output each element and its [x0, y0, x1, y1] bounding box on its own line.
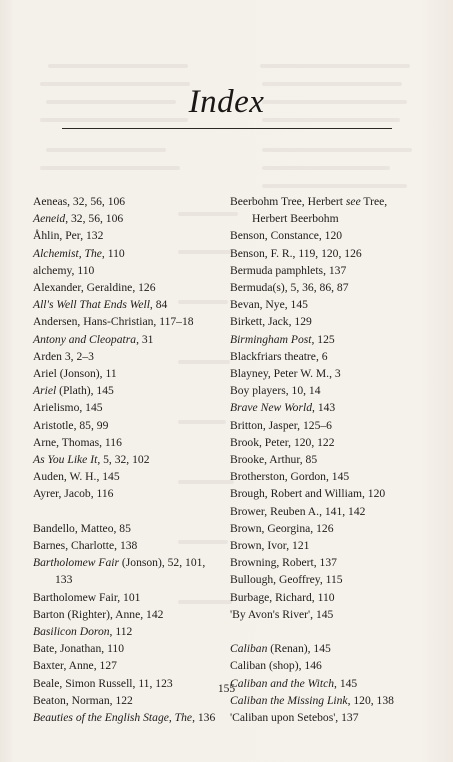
index-entry-text: Barton (Righter), Anne [33, 607, 141, 621]
index-entry [33, 296, 208, 313]
index-entry-text: , 142 [140, 607, 164, 621]
heading-rule [62, 128, 392, 129]
index-entry-text: Beauties of the English Stage, The [33, 711, 193, 725]
index-entry-text: Brower, Reuben A. [230, 504, 320, 518]
index-entry [33, 520, 208, 537]
index-entry-continuation [33, 571, 208, 588]
index-entry [230, 262, 405, 279]
index-entry-text: , 112 [109, 625, 133, 639]
index-column-left [33, 193, 216, 726]
index-entry [33, 417, 208, 434]
index-entry [33, 279, 208, 296]
index-entry-text: , 120 [318, 229, 343, 243]
index-entry-text: Blayney, Peter W. M. [230, 367, 330, 381]
index-entry [230, 434, 405, 451]
index-entry-text: , 101 [117, 590, 141, 604]
index-entry-text: Bartholomew Fair [33, 590, 118, 604]
index-entry-text: Caliban (shop) [230, 659, 299, 673]
index-entry-text: (Plath), 145 [56, 384, 114, 398]
index-entry [230, 331, 405, 348]
index-entry-text: , 11, 123 [132, 676, 173, 690]
index-entry-text: , 145 [310, 607, 334, 621]
index-entry [33, 382, 208, 399]
index-entry-text: Basilicon Doron [33, 625, 110, 639]
index-entry [230, 193, 405, 210]
index-entry-text: , 85 [113, 521, 131, 535]
letter-group-gap [230, 623, 405, 640]
index-entry-text: Ariel (Jonson) [33, 367, 100, 381]
index-entry-text: Boy players [230, 384, 286, 398]
index-entry-text: Aeneid [33, 212, 66, 226]
index-entry-text: , 145 [96, 470, 120, 484]
index-entry-text: Bullough, Geoffrey [230, 573, 320, 587]
index-entry [230, 296, 405, 313]
index-entry-text: Ariel [33, 384, 57, 398]
index-entry-text: , 31 [136, 332, 154, 346]
index-entry-text: Bermuda(s) [230, 281, 285, 295]
index-entry-text: Bevan, Nye [230, 298, 285, 312]
index-entry-text: Arden [33, 349, 62, 363]
index-entry-text: , 132 [80, 229, 104, 243]
index-entry-text: , 5, 36, 86, 87 [284, 281, 349, 295]
index-entry [33, 468, 208, 485]
index-entry-text: Aeneas [33, 195, 68, 208]
index-entry-text: , 145 [334, 676, 358, 690]
index-entry-text: (Renan), 145 [267, 642, 331, 656]
index-entry-text: Birkett, Jack [230, 315, 289, 329]
index-entry [33, 451, 208, 468]
index-entry-text: , 6 [315, 349, 328, 363]
index-entry-text: Auden, W. H. [33, 470, 97, 484]
index-entry-continuation [230, 210, 405, 227]
index-entry [33, 485, 208, 502]
index-entry-text: Åhlin, Per [33, 229, 81, 243]
index-entry-text: Browning, Robert [230, 556, 314, 570]
index-entry-text: , 141, 142 [319, 504, 366, 518]
index-entry [33, 434, 208, 451]
index-entry [230, 348, 405, 365]
index-entry-text: Barnes, Charlotte [33, 539, 115, 553]
index-entry-text: , 146 [298, 659, 322, 673]
index-entry [230, 451, 405, 468]
letter-group-gap [33, 503, 208, 520]
index-entry-text: 'Caliban upon Setebos' [230, 711, 336, 725]
index-heading: Index [188, 84, 265, 120]
index-entry-text: , 136 [192, 711, 216, 725]
index-entry [33, 331, 208, 348]
index-entry-text: , 3 [329, 367, 341, 381]
index-entry-text: , 117–18 [153, 315, 194, 329]
index-entry-text: , 143 [312, 401, 336, 415]
index-entry-text: alchemy [33, 263, 72, 277]
index-entry [230, 279, 405, 296]
index-entry [33, 657, 208, 674]
index-entry-text: 3, 2–3 [61, 349, 94, 363]
index-entry-text: , 120, 122 [288, 435, 335, 449]
index-entry-text: , 110 [71, 263, 95, 277]
index-entry-text: Bandello, Matteo [33, 521, 114, 535]
index-entry [230, 468, 405, 485]
index-entry-text: , 120 [362, 487, 386, 501]
index-entry [33, 245, 208, 262]
index-entry [33, 313, 208, 330]
index-entry [230, 313, 405, 330]
index-entry-text: All's Well That Ends Well [33, 298, 150, 312]
index-entry-text: , 145 [79, 401, 103, 415]
index-entry-text: Alexander, Geraldine [33, 281, 133, 295]
index-entry-text: , 122 [109, 693, 133, 707]
index-entry-text: , 126 [132, 281, 156, 295]
index-entry-text: Brook, Peter [230, 435, 289, 449]
index-entry-text: , 137 [313, 556, 337, 570]
index-entry [230, 485, 405, 502]
index-entry-text: Beale, Simon Russell [33, 676, 133, 690]
index-entry-text: , 32, 56, 106 [65, 212, 124, 226]
index-entry-text: , 125–6 [297, 418, 332, 432]
index-entry-text: , 116 [99, 435, 122, 449]
index-entry [33, 589, 208, 606]
index-entry-text: Aristotle [33, 418, 74, 432]
index-entry-text: , 138 [114, 539, 138, 553]
index-entry-text: Brough, Robert and William [230, 487, 362, 501]
index-entry-text: Beaton, Norman [33, 693, 110, 707]
index-entry-text: Herbert Beerbohm [252, 212, 339, 226]
index-entry-text: , 110 [311, 590, 335, 604]
index-entry-text: , 129 [288, 315, 312, 329]
index-entry-text: Andersen, Hans-Christian [33, 315, 154, 329]
index-entry [230, 640, 405, 657]
index-entry-text: , 145 [284, 298, 308, 312]
index-entry-text: Arielismo [33, 401, 80, 415]
index-entry [230, 571, 405, 588]
index-entry-text: Benson, Constance [230, 229, 319, 243]
index-entry [230, 709, 405, 726]
index-entry-text: Blackfriars theatre [230, 349, 316, 363]
index-entry-text: , 127 [93, 659, 117, 673]
index-entry-text: Caliban the Missing Link [230, 693, 348, 707]
index-entry [33, 348, 208, 365]
index-entry-text: Birmingham Post [230, 332, 312, 346]
index-entry [33, 606, 208, 623]
index-entry [230, 606, 405, 623]
index-entry [230, 537, 405, 554]
index-entry-text: , 120, 138 [347, 693, 394, 707]
index-entry-text: Bermuda pamphlets [230, 263, 324, 277]
index-entry [33, 262, 208, 279]
index-entry-text: Baxter, Anne [33, 659, 94, 673]
index-entry-text: Caliban [230, 642, 268, 656]
index-entry-text: , 11 [99, 367, 117, 381]
index-entry [230, 382, 405, 399]
index-entry [230, 417, 405, 434]
index-entry-text: , 137 [323, 263, 347, 277]
index-entry-text: , 110 [101, 642, 125, 656]
index-entry-text: Caliban and the Witch [230, 676, 335, 690]
index-entry [33, 623, 208, 640]
index-entry [230, 589, 405, 606]
index-entry-text: , 85 [299, 453, 318, 467]
index-entry-text: , 110 [101, 246, 125, 260]
index-entry [230, 520, 405, 537]
index-entry [33, 640, 208, 657]
index-entry-text: Beerbohm Tree, Herbert [230, 195, 344, 208]
index-entry [33, 554, 208, 571]
index-entry-text: Brave New World [230, 401, 313, 415]
index-entry-text: (Jonson), 52, 101, [119, 556, 206, 570]
index-entry [33, 365, 208, 382]
index-entry-text: 'By Avon's River' [230, 607, 311, 621]
index-entry [33, 399, 208, 416]
index-entry-text: Benson, F. R. [230, 246, 293, 260]
index-entry [33, 709, 216, 726]
index-entry-text: Brown, Georgina [230, 521, 311, 535]
index-entry-text: , 5, 32, 102 [97, 453, 150, 467]
page-number: 155 [217, 683, 236, 695]
index-entry-text: Antony and Cleopatra [33, 332, 137, 346]
index-entry-text: , 115 [319, 573, 343, 587]
index-entry-text: Burbage, Richard [230, 590, 312, 604]
index-entry-text: 133 [55, 573, 73, 587]
index-entry [230, 503, 405, 520]
index-entry-text: , 84 [149, 298, 168, 312]
index-entry [230, 365, 405, 382]
index-entry-text: , 145 [325, 470, 350, 484]
index-entry [33, 193, 208, 210]
index-entry-text: Ayrer, Jacob [33, 487, 91, 501]
index-entry-text: , 121 [286, 539, 310, 553]
index-entry-text: Bartholomew Fair [33, 556, 119, 570]
index-entry-text: , 116 [90, 487, 114, 501]
index-entry-text: Tree, [360, 195, 388, 208]
index-entry-text: , 126 [310, 521, 334, 535]
index-entry-text: Brooke, Arthur [230, 453, 300, 467]
index-entry-text: , 10, 14 [285, 384, 321, 398]
index-entry-text: , 85, 99 [73, 418, 109, 432]
index-entry [230, 245, 405, 262]
index-entry [33, 210, 208, 227]
index-entry [33, 227, 208, 244]
index-entry-text: Bate, Jonathan [33, 642, 102, 656]
index-entry [230, 399, 405, 416]
index-entry-text: Brown, Ivor [230, 539, 287, 553]
index-column-right [230, 193, 405, 726]
index-entry-text: Arne, Thomas [33, 435, 100, 449]
index-entry [33, 537, 208, 554]
index-entry-text: see [343, 195, 361, 208]
index-entry [230, 227, 405, 244]
index-entry-text: , 119, 120, 126 [292, 246, 362, 260]
index-entry-text: Brotherston, Gordon [230, 470, 326, 484]
index-entry [230, 657, 405, 674]
index-entry-text: , 125 [311, 332, 335, 346]
index-entry-text: Alchemist, The [33, 246, 102, 260]
index-entry [230, 554, 405, 571]
index-entry-text: , 32, 56, 106 [67, 195, 126, 208]
index-entry-text: Britton, Jasper [230, 418, 298, 432]
index-entry-text: As You Like It [33, 453, 98, 467]
index-entry-text: , 137 [335, 711, 359, 725]
